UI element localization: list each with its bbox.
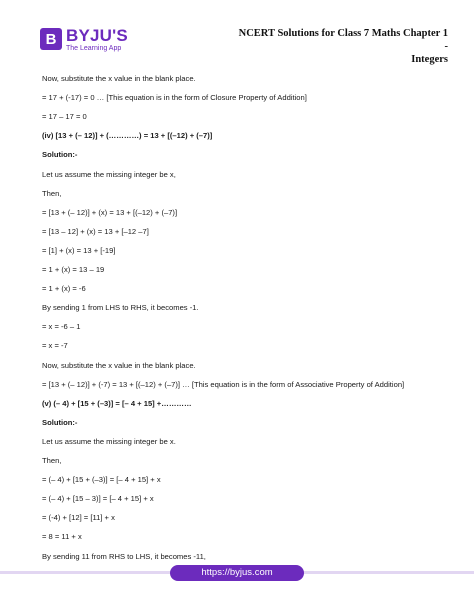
solution-line: By sending 11 from RHS to LHS, it becomes -11, <box>42 551 206 561</box>
solution-line: = (– 4) + [15 + (–3)] = [– 4 + 15] + x <box>42 475 161 485</box>
solution-line: Then, <box>42 456 62 465</box>
page-footer <box>0 565 474 581</box>
solution-line: Then, <box>42 188 62 198</box>
solution-line: = [1] + (x) = 13 + [-19] <box>42 245 116 255</box>
solution-line: = 17 + (-17) = 0 … [This equation is in the form of Closure Property of Addition] <box>42 93 307 103</box>
solution-line: = [13 + (– 12)] + (-7) = 13 + [(–12) + (–7)] … [This equation is in the form of Associative Property of Addition] <box>42 379 405 389</box>
byjus-logo-icon: B <box>40 28 62 50</box>
solution-line: = 1 + (x) = 13 – 19 <box>42 265 105 274</box>
document-title-line2: Integers <box>411 54 448 65</box>
solution-line: = [13 – 12] + (x) = 13 + [–12 –7] <box>42 226 149 236</box>
solution-line: Now, substitute the x value in the blank place. <box>42 74 196 83</box>
solution-line: = x = -7 <box>42 341 68 351</box>
footer-url-link[interactable]: https://byjus.com <box>170 565 304 581</box>
logo-tagline: The Learning App <box>66 44 122 52</box>
solution-line: = (– 4) + [15 – 3)] = [– 4 + 15] + x <box>42 494 154 504</box>
solution-line: = (-4) + [12] = [11] + x <box>42 513 115 523</box>
question-heading-line: Solution:- <box>42 417 78 427</box>
solution-line: By sending 1 from LHS to RHS, it becomes -1. <box>42 303 199 313</box>
solution-line: = 8 = 11 + x <box>42 532 82 542</box>
question-heading-line: (iv) [13 + (– 12)] + (…………) = 13 + [(–12) + (–7)] <box>42 131 213 141</box>
logo-brand-text: BYJU'S <box>66 25 128 45</box>
solution-line: = x = -6 – 1 <box>42 322 81 332</box>
solution-line: Let us assume the missing integer be x. <box>42 436 176 446</box>
document-title <box>238 27 448 66</box>
question-heading-line: Solution:- <box>42 150 78 160</box>
document-title-line1: NCERT Solutions for Class 7 Maths Chapter 1 - <box>238 28 448 52</box>
byjus-logo <box>40 26 158 52</box>
solution-line: Let us assume the missing integer be x, <box>42 169 176 179</box>
question-heading-line: (v) (– 4) + [15 + (–3)] = [– 4 + 15] +………… <box>42 398 192 408</box>
solution-line: = 1 + (x) = -6 <box>42 284 86 294</box>
solution-line: Now, substitute the x value in the blank place. <box>42 360 196 370</box>
solution-line: = 17 – 17 = 0 <box>42 112 87 122</box>
solution-line: = [13 + (– 12)] + (x) = 13 + [(–12) + (–7)] <box>42 207 178 217</box>
